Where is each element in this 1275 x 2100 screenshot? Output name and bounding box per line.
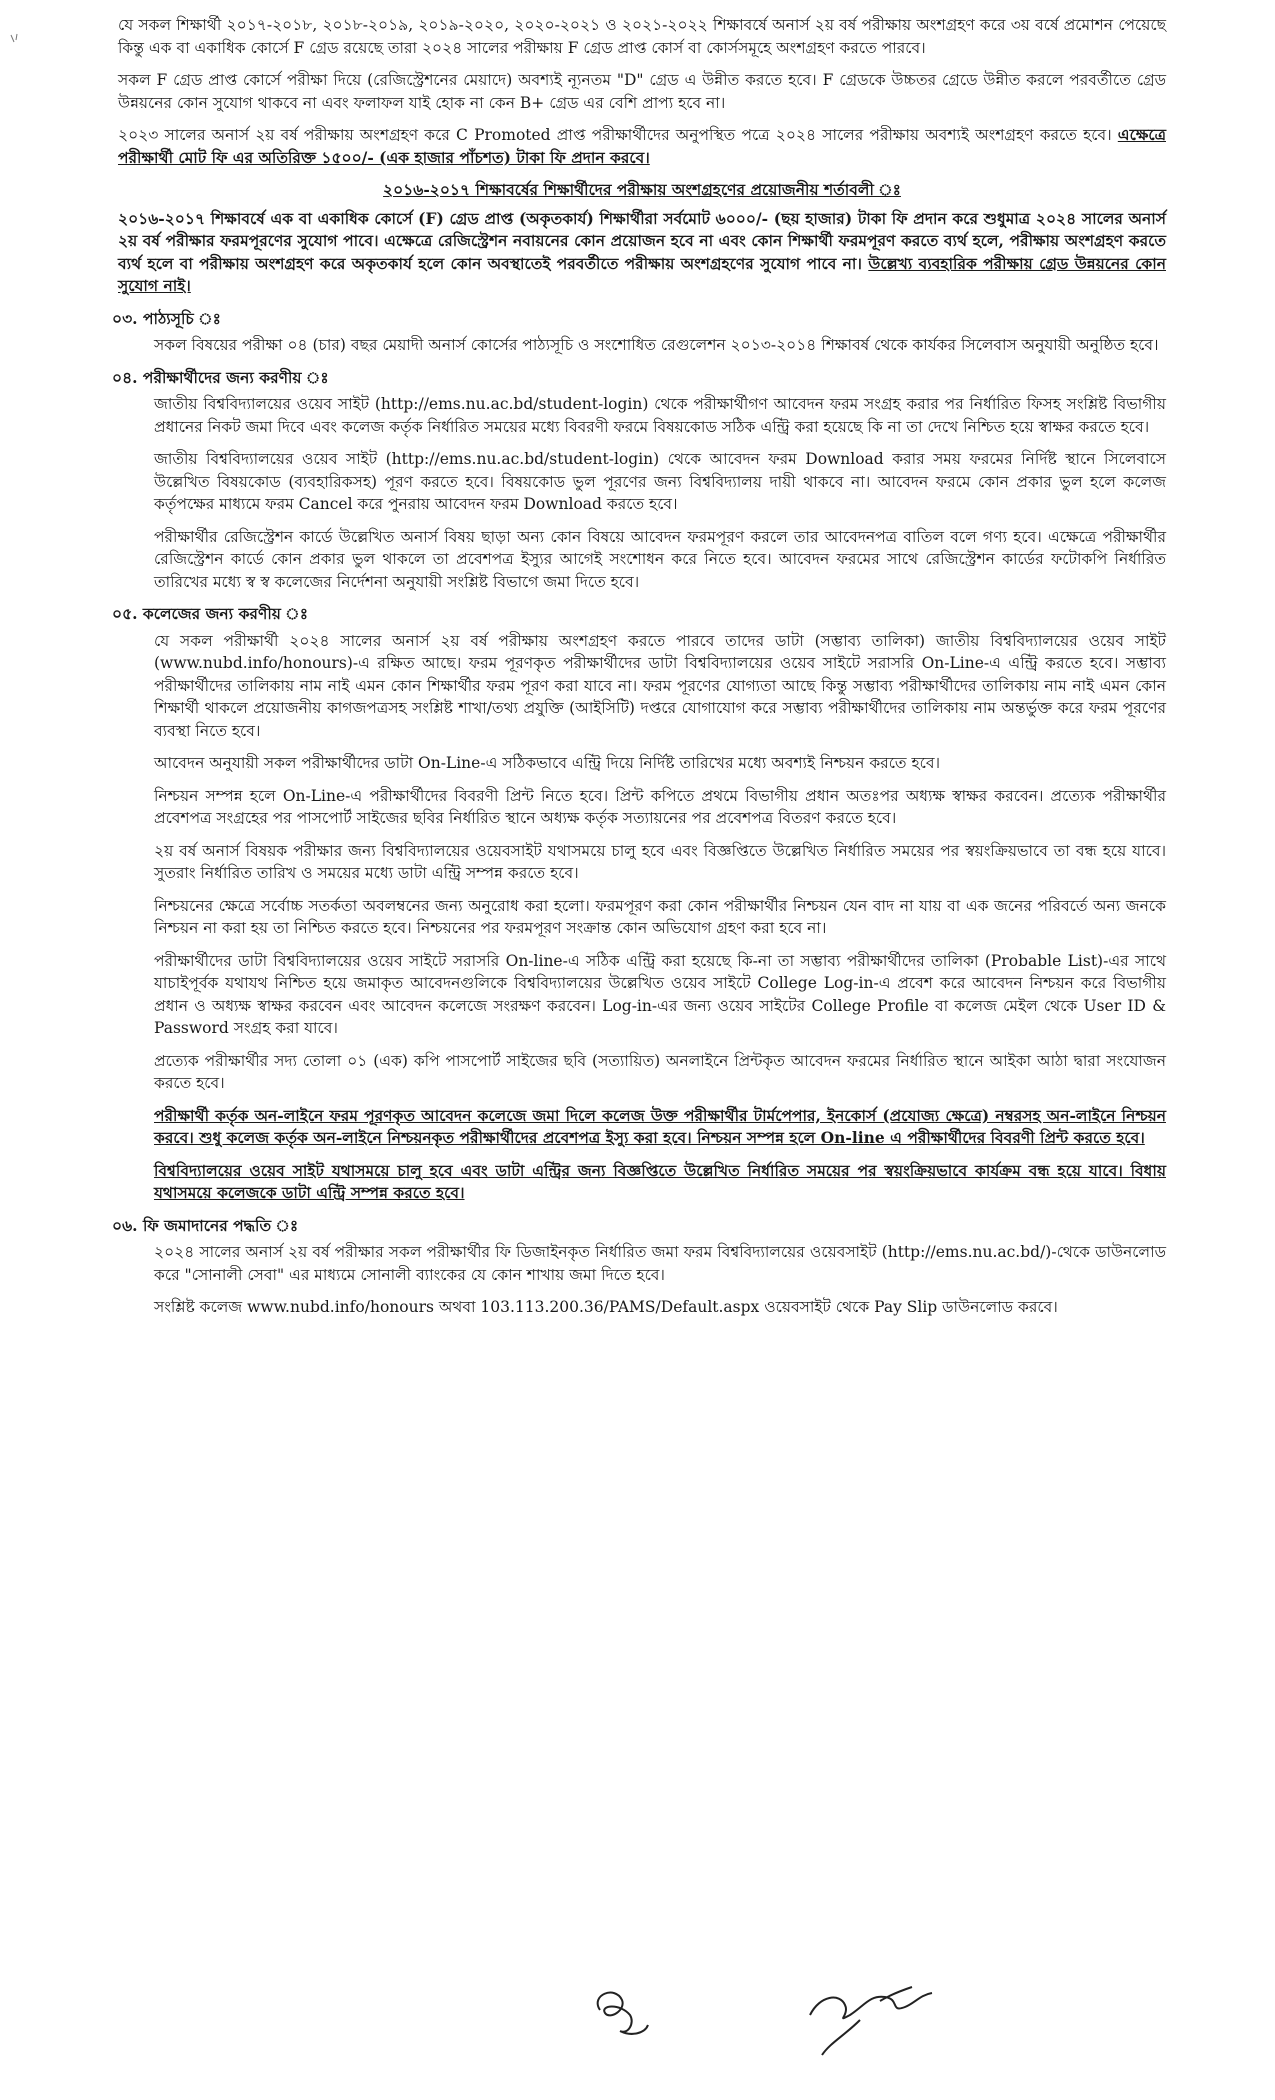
intro-paragraph-3 [118, 124, 1166, 169]
signature-area [560, 1965, 1080, 2065]
scan-mark [8, 32, 22, 46]
section-05-paragraph-3: নিশ্চয়ন সম্পন্ন হলে On-Line-এ পরীক্ষার্থীদের বিবরণী প্রিন্ট নিতে হবে। প্রিন্ট কপিতে প্রথমে বিভাগীয় প্রধান অতঃপর অধ্যক্ষ স্বাক্ষর করবেন। প্রত্যেক পরীক্ষার্থীর প্রবেশপত্র সংগ্রহের পর পাসপোর্ট সাইজের ছবির নির্ধারিত স্থানে অধ্যক্ষ কর্তৃক সত্যায়নের পর প্রবেশপত্র বিতরণ করতে হবে। [154, 786, 1166, 827]
section-2016-heading: ২০১৬-২০১৭ শিক্ষাবর্ষের শিক্ষার্থীদের পরীক্ষায় অংশগ্রহণের প্রয়োজনীয় শর্তাবলী ঃ [383, 180, 901, 199]
section-05-paragraph-5: নিশ্চয়নের ক্ষেত্রে সর্বোচ্চ সতর্কতা অবলম্বনের জন্য অনুরোধ করা হলো। ফরমপূরণ করা কোন পরীক্ষার্থীর নিশ্চয়ন যেন বাদ না যায় বা এক জনের পরিবর্তে অন্য জনকে নিশ্চয়ন না করা হয় তা নিশ্চিত করতে হবে। নিশ্চয়নের পর ফরমপূরণ সংক্রান্ত কোন অভিযোগ গ্রহণ করা হবে না। [154, 896, 1166, 937]
section-2016-text: ২০১৬-২০১৭ শিক্ষাবর্ষে এক বা একাধিক কোর্সে (F) গ্রেড প্রাপ্ত (অকৃতকার্য) শিক্ষার্থীরা সর্বমোট ৬০০০/- (ছয় হাজার) টাকা ফি প্রদান করে শুধুমাত্র ২০২৪ সালের অনার্স ২য় বর্ষ পরীক্ষার ফরমপূরণের সুযোগ পাবে। এক্ষেত্রে রেজিস্ট্রেশন নবায়নের কোন প্রয়োজন হবে না এবং কোন শিক্ষার্থী ফরমপূরণ করতে ব্যর্থ হলে, পরীক্ষায় অংশগ্রহণ করতে ব্যর্থ হলে বা পরীক্ষায় অংশগ্রহণ করে অকৃতকার্য হলে কোন অবস্থাতেই পরবর্তীতে পরীক্ষায় অংশগ্রহণের সুযোগ পাবে না। [118, 208, 1166, 273]
section-04-heading: ০৪. পরীক্ষার্থীদের জন্য করণীয় ঃ [112, 367, 329, 387]
intro-paragraph-2: সকল F গ্রেড প্রাপ্ত কোর্সে পরীক্ষা দিয়ে (রেজিস্ট্রেশনের মেয়াদে) অবশ্যই ন্যূনতম "D" গ্রেড এ উন্নীত করতে হবে। F গ্রেডকে উচ্চতর গ্রেডে উন্নীত করলে পরবর্তীতে গ্রেড উন্নয়নের কোন সুযোগ থাকবে না এবং ফলাফল যাই হোক না কেন B+ গ্রেড এর বেশি প্রাপ্য হবে না। [118, 71, 1166, 112]
intro-paragraph-3-emphasis: এক্ষেত্রে পরীক্ষার্থী মোট ফি এর অতিরিক্ত ১৫০০/- (এক হাজার পাঁচশত) টাকা ফি প্রদান করবে। [118, 125, 1166, 167]
section-05-paragraph-1: যে সকল পরীক্ষার্থী ২০২৪ সালের অনার্স ২য় বর্ষ পরীক্ষায় অংশগ্রহণ করতে পারবে তাদের ডাটা (সম্ভাব্য তালিকা) জাতীয় বিশ্ববিদ্যালয়ের ওয়েব সাইট (www.nubd.info/honours)-এ রক্ষিত আছে। ফরম পূরণকৃত পরীক্ষার্থীদের ডাটা বিশ্ববিদ্যালয়ের ওয়েব সাইটে সরাসরি On-Line-এ এন্ট্রি করতে হবে। সম্ভাব্য পরীক্ষার্থীদের তালিকায় নাম নাই এমন কোন শিক্ষার্থীর ফরম পূরণ করা যাবে না। ফরম পূরণের যোগ্যতা আছে কিন্তু সম্ভাব্য পরীক্ষার্থীদের তালিকায় নাম নাই এমন কোন শিক্ষার্থী থাকলে প্রয়োজনীয় কাগজপত্রসহ সংশ্লিষ্ট শাখা/তথ্য প্রযুক্তি (আইসিটি) দপ্তরে যোগাযোগ করে সম্ভাব্য পরীক্ষার্থীদের তালিকায় নাম অন্তর্ভুক্ত করে ফরম পূরণের ব্যবস্থা নিতে হবে। [154, 631, 1166, 740]
section-05-paragraph-6: পরীক্ষার্থীদের ডাটা বিশ্ববিদ্যালয়ের ওয়েব সাইটে সরাসরি On-line-এ সঠিক এন্ট্রি করা হয়েছে কি-না তা সম্ভাব্য পরীক্ষার্থীদের তালিকা (Probable List)-এর সাথে যাচাইপূর্বক যথাযথ নিশ্চিত হয়ে জমাকৃত আবেদনগুলিকে বিশ্ববিদ্যালয়ের উল্লেখিত ওয়েব সাইটে College Log-in-এ প্রবেশ করে আবেদন নিশ্চয়ন করে বিভাগীয় প্রধান ও অধ্যক্ষ স্বাক্ষর করবেন এবং আবেদন কলেজে সংরক্ষণ করবেন। Log-in-এর জন্য ওয়েব সাইটের College Profile বা কলেজ মেইল থেকে User ID & Password সংগ্রহ করা যাবে। [154, 951, 1166, 1037]
signature-main [810, 1987, 932, 2055]
section-05-paragraph-2: আবেদন অনুযায়ী সকল পরীক্ষার্থীদের ডাটা On-Line-এ সঠিকভাবে এন্ট্রি দিয়ে নির্দিষ্ট তারিখের মধ্যে অবশ্যই নিশ্চয়ন করতে হবে। [154, 754, 941, 772]
section-06-paragraph-1: ২০২৪ সালের অনার্স ২য় বর্ষ পরীক্ষার সকল পরীক্ষার্থীর ফি ডিজাইনকৃত নির্ধারিত জমা ফরম বিশ্ববিদ্যালয়ের ওয়েবসাইট (http://ems.nu.ac.bd/)-থেকে ডাউনলোড করে "সোনালী সেবা" এর মাধ্যমে সোনালী ব্যাংকের যে কোন শাখায় জমা দিতে হবে। [154, 1243, 1166, 1284]
intro-paragraph-1: যে সকল শিক্ষার্থী ২০১৭-২০১৮, ২০১৮-২০১৯, ২০১৯-২০২০, ২০২০-২০২১ ও ২০২১-২০২২ শিক্ষাবর্ষে অনার্স ২য় বর্ষ পরীক্ষায় অংশগ্রহণ করে ৩য় বর্ষে প্রমোশন পেয়েছে কিন্তু এক বা একাধিক কোর্সে F গ্রেড রয়েছে তারা ২০২৪ সালের পরীক্ষায় F গ্রেড প্রাপ্ত কোর্স বা কোর্সসমূহে অংশগ্রহণ করতে পারবে। [118, 16, 1166, 57]
section-03-paragraph: সকল বিষয়ের পরীক্ষা ০৪ (চার) বছর মেয়াদী অনার্স কোর্সের পাঠ্যসূচি ও সংশোধিত রেগুলেশন ২০১৩-২০১৪ শিক্ষাবর্ষ থেকে কার্যকর সিলেবাস অনুযায়ী অনুষ্ঠিত হবে। [154, 336, 1159, 354]
section-05-paragraph-8: পরীক্ষার্থী কর্তৃক অন-লাইনে ফরম পূরণকৃত আবেদন কলেজে জমা দিলে কলেজ উক্ত পরীক্ষার্থীর টার্মপেপার, ইনকোর্স (প্রযোজ্য ক্ষেত্রে) নম্বরসহ অন-লাইনে নিশ্চয়ন করবে। শুধু কলেজ কর্তৃক অন-লাইনে নিশ্চয়নকৃত পরীক্ষার্থীদের প্রবেশপত্র ইস্যু করা হবে। নিশ্চয়ন সম্পন্ন হলে On-line এ পরীক্ষার্থীদের বিবরণী প্রিন্ট করতে হবে। [154, 1105, 1166, 1147]
section-03-heading: ০৩. পাঠ্যসূচি ঃ [112, 308, 221, 328]
section-05-paragraph-4: ২য় বর্ষ অনার্স বিষয়ক পরীক্ষার জন্য বিশ্ববিদ্যালয়ের ওয়েবসাইট যথাসময়ে চালু হবে এবং বিজ্ঞপ্তিতে উল্লেখিত নির্ধারিত সময়ের পর স্বয়ংক্রিয়ভাবে তা বন্ধ হয়ে যাবে। সুতরাং নির্ধারিত তারিখ ও সময়ের মধ্যে ডাটা এন্ট্রি সম্পন্ন করতে হবে। [154, 841, 1166, 882]
intro-paragraph-3-text: ২০২৩ সালের অনার্স ২য় বর্ষ পরীক্ষায় অংশগ্রহণ করে C Promoted প্রাপ্ত পরীক্ষার্থীদের অনুপস্থিত পত্রে ২০২৪ সালের পরীক্ষায় অবশ্যই অংশগ্রহণ করতে হবে। [118, 126, 1118, 144]
section-04-paragraph-3: পরীক্ষার্থীর রেজিস্ট্রেশন কার্ডে উল্লেখিত অনার্স বিষয় ছাড়া অন্য কোন বিষয়ে আবেদন ফরমপূরণ করলে তার আবেদনপত্র বাতিল বলে গণ্য হবে। এক্ষেত্রে পরীক্ষার্থীর রেজিস্ট্রেশন কার্ডে কোন প্রকার ভুল থাকলে তা প্রবেশপত্র ইস্যুর আগেই সংশোধন করে নিতে হবে। আবেদন ফরমের সাথে রেজিস্ট্রেশন কার্ডের ফটোকপি নির্ধারিত তারিখের মধ্যে স্ব স্ব কলেজের নির্দেশনা অনুযায়ী সংশ্লিষ্ট বিভাগে জমা দিতে হবে। [154, 527, 1166, 591]
section-05-paragraph-7: প্রত্যেক পরীক্ষার্থীর সদ্য তোলা ০১ (এক) কপি পাসপোর্ট সাইজের ছবি (সত্যায়িত) অনলাইনে প্রিন্টকৃত আবেদন ফরমের নির্ধারিত স্থানে আইকা আঠা দ্বারা সংযোজন করতে হবে। [154, 1051, 1166, 1092]
section-2016-paragraph [118, 208, 1166, 298]
section-04-paragraph-1: জাতীয় বিশ্ববিদ্যালয়ের ওয়েব সাইট (http://ems.nu.ac.bd/student-login) থেকে পরীক্ষার্থীগণ আবেদন ফরম সংগ্রহ করার পর নির্ধারিত ফিসহ সংশ্লিষ্ট বিভাগীয় প্রধানের নিকট জমা দিবে এবং কলেজ কর্তৃক নির্ধারিত সময়ের মধ্যে বিবরণী ফরমে বিষয়কোড সঠিক এন্ট্রি করা হয়েছে কি না তা দেখে নিশ্চিত হয়ে স্বাক্ষর করতে হবে। [154, 395, 1166, 436]
section-04-paragraph-2: জাতীয় বিশ্ববিদ্যালয়ের ওয়েব সাইট (http://ems.nu.ac.bd/student-login) থেকে আবেদন ফরম Download করার সময় ফরমের নির্দিষ্ট স্থানে সিলেবাসে উল্লেখিত বিষয়কোড (ব্যবহারিকসহ) পূরণ করতে হবে। বিষয়কোড ভুল পূরণের জন্য বিশ্ববিদ্যালয় দায়ী থাকবে না। আবেদন ফরমে কোন প্রকার ভুল হলে কলেজ কর্তৃপক্ষের মাধ্যমে ফরম Cancel করে পুনরায় আবেদন ফরম Download করতে হবে। [154, 450, 1166, 513]
section-2016-note: উল্লেখ্য ব্যবহারিক পরীক্ষায় গ্রেড উন্নয়নের কোন সুযোগ নাই। [118, 253, 1166, 295]
section-06-heading: ০৬. ফি জমাদানের পদ্ধতি ঃ [112, 1215, 299, 1235]
section-05-paragraph-9: বিশ্ববিদ্যালয়ের ওয়েব সাইট যথাসময়ে চালু হবে এবং ডাটা এন্ট্রির জন্য বিজ্ঞপ্তিতে উল্লেখিত নির্ধারিত সময়ের পর স্বয়ংক্রিয়ভাবে কার্যক্রম বন্ধ হয়ে যাবে। বিধায় যথাসময়ে কলেজকে ডাটা এন্ট্রি সম্পন্ন করতে হবে। [154, 1160, 1166, 1202]
document-body [112, 14, 1166, 1329]
signature-initials [598, 1993, 648, 2034]
section-06-paragraph-2: সংশ্লিষ্ট কলেজ www.nubd.info/honours অথবা 103.113.200.36/PAMS/Default.aspx ওয়েবসাইট থেকে Pay Slip ডাউনলোড করবে। [154, 1298, 1058, 1316]
section-05-heading: ০৫. কলেজের জন্য করণীয় ঃ [112, 604, 308, 623]
